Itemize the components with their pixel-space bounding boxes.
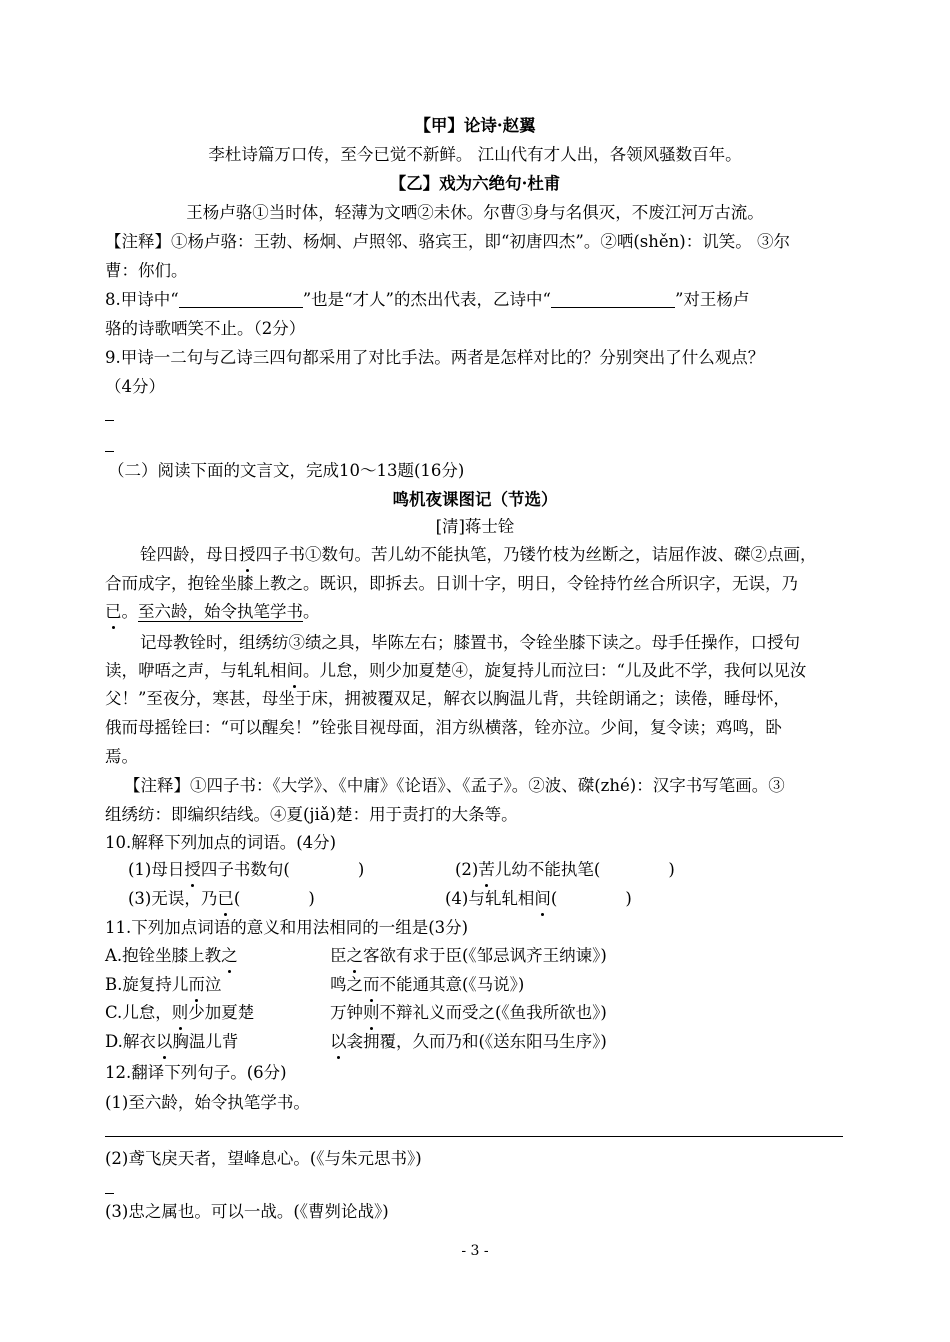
- classical-p2-line3: 父！”至夜分，寒甚，母坐于床，拥被覆双足，解衣以胸温儿背，共铨朗诵之；读倦，睡母怀，: [105, 689, 790, 708]
- q8-blank-1[interactable]: [179, 289, 303, 308]
- emphasis-dot-char: 间: [287, 657, 304, 685]
- poem-b-title: 【乙】戏为六绝句·杜甫: [389, 174, 561, 193]
- classical-note-line2: 组绣纺：即编织结线。④夏(jiǎ)楚：用于责打的大条等。: [105, 805, 518, 824]
- section-2-heading: （二）阅读下面的文言文，完成10～13题(16分): [108, 461, 465, 480]
- q9-answer-line-1[interactable]: [105, 420, 114, 421]
- p1-line3-end: 。: [303, 602, 320, 621]
- q10-item-4: (4)与轧轧相间( ): [445, 885, 632, 913]
- classical-note-line1: 【注释】①四子书：《大学》、《中庸》《论语》、《孟子》。②波、磔(zhé)：汉字书写笔画。③: [124, 776, 785, 795]
- q12-sentence-2: (2)鸢飞戾天者，望峰息心。(《与朱元思书》): [105, 1149, 422, 1168]
- question-12: 12.翻译下列句子。(6分): [105, 1063, 287, 1082]
- q11-option-a[interactable]: A.抱铨坐膝上教之: [105, 942, 238, 970]
- q10-item-3: (3)无误，乃已( ): [128, 885, 315, 913]
- emphasis-dot-char: 以: [330, 1028, 347, 1056]
- emphasis-dot-char: 而: [188, 971, 205, 999]
- q11-option-d[interactable]: D.解衣以胸温儿背: [105, 1028, 238, 1056]
- q10-blank-3[interactable]: [240, 889, 308, 907]
- q11-option-c-compare: 万钟则不辩礼义而受之(《鱼我所欲也》): [330, 999, 607, 1027]
- question-8: [105, 286, 749, 314]
- q8-line2: 骆的诗歌哂笑不止。（2分）: [105, 319, 306, 338]
- q11-option-c[interactable]: C.儿怠，则少加夏楚: [105, 999, 254, 1027]
- q12-answer-line-1[interactable]: [105, 1136, 843, 1137]
- emphasis-dot-char: 已: [217, 885, 234, 913]
- q8-part1: 8.甲诗中“: [105, 290, 179, 309]
- q8-part2: ”也是“才人”的杰出代表，乙诗中“: [302, 290, 551, 309]
- q10-blank-1[interactable]: [290, 860, 358, 878]
- emphasis-dot-char: 而: [363, 971, 380, 999]
- q11-option-a-compare: 臣之客欲有求于臣(《邹忌讽齐王纳谏》): [330, 942, 607, 970]
- classical-p2-line1: 记母教铨时，组绣纺③绩之具，毕陈左右；膝置书，令铨坐膝下读之。母手任操作，口授句: [140, 633, 800, 652]
- q12-answer-line-2[interactable]: [105, 1193, 114, 1194]
- question-10: 10.解释下列加点的词语。(4分): [105, 833, 337, 852]
- classical-p2-line5: 焉。: [105, 747, 138, 766]
- classical-p2-line4: 俄而母摇铨曰：“可以醒矣！”铨张目视母面，泪方纵横落，铨亦泣。少间，复令读；鸡鸣，卧: [105, 718, 782, 737]
- q12-sentence-1: (1)至六龄，始令执笔学书。: [105, 1093, 310, 1112]
- emphasis-dot-char: 以: [156, 1028, 173, 1056]
- emphasis-dot-char: 苦: [478, 856, 495, 884]
- q12-sentence-3: (3)忠之属也。可以一战。(《曹刿论战》): [105, 1202, 389, 1221]
- q9-answer-line-2[interactable]: [105, 451, 114, 452]
- classical-title: 鸣机夜课图记（节选）: [392, 490, 558, 509]
- p1-line3-start: 已。: [105, 602, 138, 621]
- page-number: - 3 -: [461, 1243, 489, 1259]
- q11-option-b-compare: 鸣之而不能通其意(《马说》): [330, 971, 524, 999]
- classical-p1-line3: [105, 598, 320, 626]
- emphasis-dot-char: 授: [239, 541, 256, 569]
- poem-b-note-line1: 【注释】①杨卢骆：王勃、杨炯、卢照邻、骆宾王，即“初唐四杰”。②哂(shěn)：讥笑。 ③尔: [105, 232, 790, 251]
- q10-item-1: (1)母日授四子书数句( ): [128, 856, 364, 884]
- classical-p2-line2: 读，咿唔之声，与轧轧相间。儿怠，则少加夏楚④，旋复持儿而泣曰：“儿及此不学，我何以见汝: [105, 657, 806, 685]
- classical-p1-line1: 铨四龄，母日授四子书①数句。苦儿幼不能执笔，乃镂竹枝为丝断之，诘屈作波、磔②点画，: [140, 541, 817, 569]
- question-11: 11.下列加点词语的意义和用法相同的一组是(3分): [105, 918, 469, 937]
- poem-b-text: 王杨卢骆①当时体，轻薄为文哂②未休。尔曹③身与名俱灭，不废江河万古流。: [186, 203, 764, 222]
- poem-b-note-line2: 曹：你们。: [105, 261, 188, 280]
- classical-p1-line2: 合而成字，抱铨坐膝上教之。既识，即拆去。日训十字，明日，令铨持竹丝合所识字，无误，乃: [105, 574, 798, 593]
- classical-author: [清]蒋士铨: [435, 517, 515, 536]
- underlined-sentence: 至六龄，始令执笔学书: [138, 602, 303, 621]
- poem-a-title: 【甲】论诗·赵翼: [414, 116, 536, 135]
- q11-option-b[interactable]: B.旋复持儿而泣: [105, 971, 221, 999]
- q8-blank-2[interactable]: [551, 289, 675, 308]
- emphasis-dot-char: 之: [221, 942, 238, 970]
- q9-score: （4分）: [105, 377, 165, 396]
- emphasis-dot-char: 间: [534, 885, 551, 913]
- q10-blank-2[interactable]: [600, 860, 668, 878]
- emphasis-dot-char: 之: [347, 942, 364, 970]
- emphasis-dot-char: 授: [184, 856, 201, 884]
- emphasis-dot-char: 已: [105, 598, 122, 626]
- q10-item-2: (2)苦儿幼不能执笔( ): [455, 856, 675, 884]
- poem-a-text: 李杜诗篇万口传，至今已觉不新鲜。 江山代有才人出，各领风骚数百年。: [208, 145, 742, 164]
- q8-part3: ”对王杨卢: [674, 290, 750, 309]
- q11-option-d-compare: 以衾拥覆，久而乃和(《送东阳马生序》): [330, 1028, 607, 1056]
- q10-blank-4[interactable]: [557, 889, 625, 907]
- emphasis-dot-char: 则: [363, 999, 380, 1027]
- emphasis-dot-char: 则: [172, 999, 189, 1027]
- question-9: 9.甲诗一二句与乙诗三四句都采用了对比手法。两者是怎样对比的？分别突出了什么观点？: [105, 348, 765, 367]
